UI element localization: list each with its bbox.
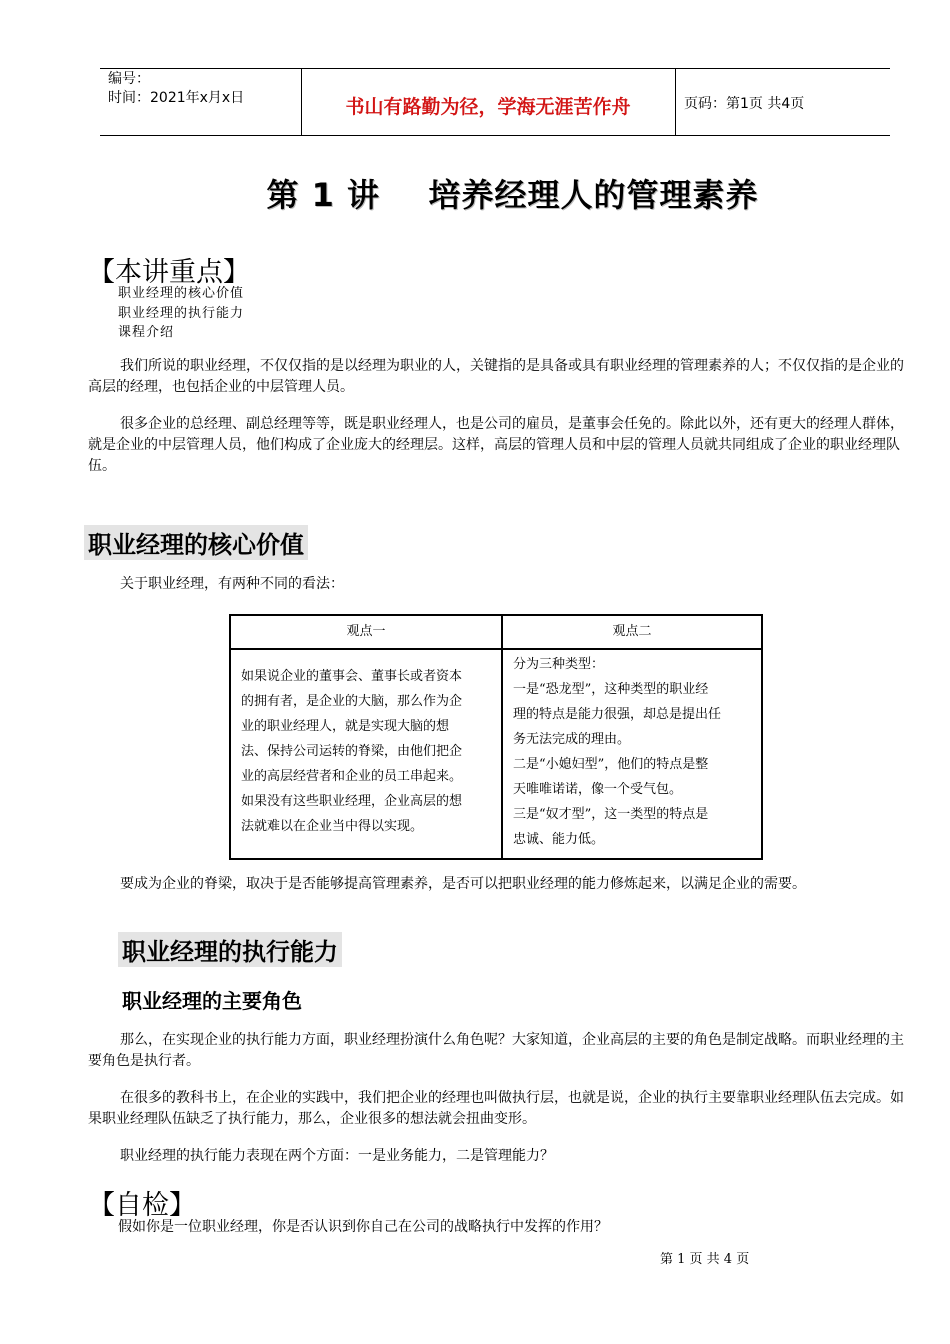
view2-line: 三是“奴才型”，这一类型的特点是 [513, 807, 709, 822]
header-time-label: 时间：2021年x月x日 [108, 90, 245, 106]
header-top-rule [100, 68, 890, 69]
view1-line: 法就难以在企业当中得以实现。 [241, 819, 424, 834]
section1-conclusion: 要成为企业的脊梁，取决于是否能够提高管理素养，是否可以把职业经理的能力修炼起来，以满足企业的需要。 [120, 876, 806, 892]
intro-paragraph: 我们所说的职业经理，不仅仅指的是以经理为职业的人，关键指的是具备或具有职业经理的管理素养的人；不仅仅指的是企业的高层的经理，也包括企业的中层管理人员。 [88, 358, 904, 395]
section-heading-core-value: 职业经理的核心价值 [84, 525, 308, 560]
key-points-list [118, 284, 244, 343]
header-meta [108, 70, 244, 108]
section1-lead: 关于职业经理，有两种不同的看法： [120, 576, 344, 592]
header-bottom-rule [100, 135, 890, 136]
section2-paragraph: 在很多的教科书上，在企业的实践中，我们把企业的经理也叫做执行层，也就是说，企业的执行主要靠职业经理队伍去完成。如果职业经理队伍缺乏了执行能力，那么，企业很多的想法就会扭曲变形。 [88, 1090, 904, 1127]
table-cell-view1 [230, 649, 502, 859]
self-check-question: 假如你是一位职业经理，你是否认识到你自己在公司的战略执行中发挥的作用？ [118, 1219, 608, 1235]
view2-line: 务无法完成的理由。 [513, 732, 631, 747]
view1-line: 的拥有者，是企业的大脑，那么作为企 [241, 694, 463, 709]
table-cell-view2 [502, 649, 762, 859]
page-footer: 第 1 页 共 4 页 [660, 1252, 750, 1267]
section-heading-execution: 职业经理的执行能力 [118, 932, 342, 967]
view1-line: 如果说企业的董事会、董事长或者资本 [241, 669, 463, 684]
header-motto: 书山有路勤为径，学海无涯苦作舟 [345, 96, 631, 118]
view2-line: 二是“小媳妇型”，他们的特点是整 [513, 757, 709, 772]
viewpoint-table [229, 614, 763, 860]
table-header-view1: 观点一 [230, 615, 502, 649]
key-point-item: 课程介绍 [118, 325, 175, 340]
intro-paragraph: 很多企业的总经理、副总经理等等，既是职业经理人，也是公司的雇员，是董事会任免的。除此以外，还有更大的经理人群体，就是企业的中层管理人员，他们构成了企业庞大的经理层。这样，高层的管理人员和中层的管理人员就共同组成了企业的职业经理队伍。 [88, 416, 904, 474]
view2-line: 理的特点是能力很强，却总是提出任 [513, 707, 722, 722]
view1-line: 如果没有这些职业经理，企业高层的想 [241, 794, 463, 809]
key-point-item: 职业经理的执行能力 [118, 305, 245, 321]
lecture-title: 第 1 讲 培养经理人的管理素养 [266, 176, 759, 214]
table-header-view2: 观点二 [502, 615, 762, 649]
header-page-label: 页码：第1页 共4页 [684, 96, 805, 112]
key-point-item: 职业经理的核心价值 [118, 286, 245, 301]
view1-line: 业的职业经理人，就是实现大脑的想 [241, 719, 450, 734]
view1-line: 业的高层经营者和企业的员工串起来。 [241, 769, 463, 784]
section2-paragraph: 职业经理的执行能力表现在两个方面：一是业务能力，二是管理能力？ [120, 1148, 554, 1164]
view1-line: 法、保持公司运转的脊梁，由他们把企 [241, 744, 463, 759]
subsection-heading-main-role: 职业经理的主要角色 [122, 989, 302, 1013]
self-check-heading: 【自检】 [88, 1190, 196, 1221]
view2-line: 分为三种类型： [513, 657, 605, 672]
header-divider-right [675, 68, 676, 136]
header-number-label: 编号： [108, 71, 150, 87]
view2-line: 忠诚、能力低。 [513, 832, 605, 847]
key-points-heading: 【本讲重点】 [88, 257, 250, 288]
view2-line: 天唯唯诺诺，像一个受气包。 [513, 782, 683, 797]
section2-paragraph: 那么，在实现企业的执行能力方面，职业经理扮演什么角色呢？大家知道，企业高层的主要的角色是制定战略。而职业经理的主要角色是执行者。 [88, 1032, 904, 1069]
view2-line: 一是“恐龙型”，这种类型的职业经 [513, 682, 709, 697]
